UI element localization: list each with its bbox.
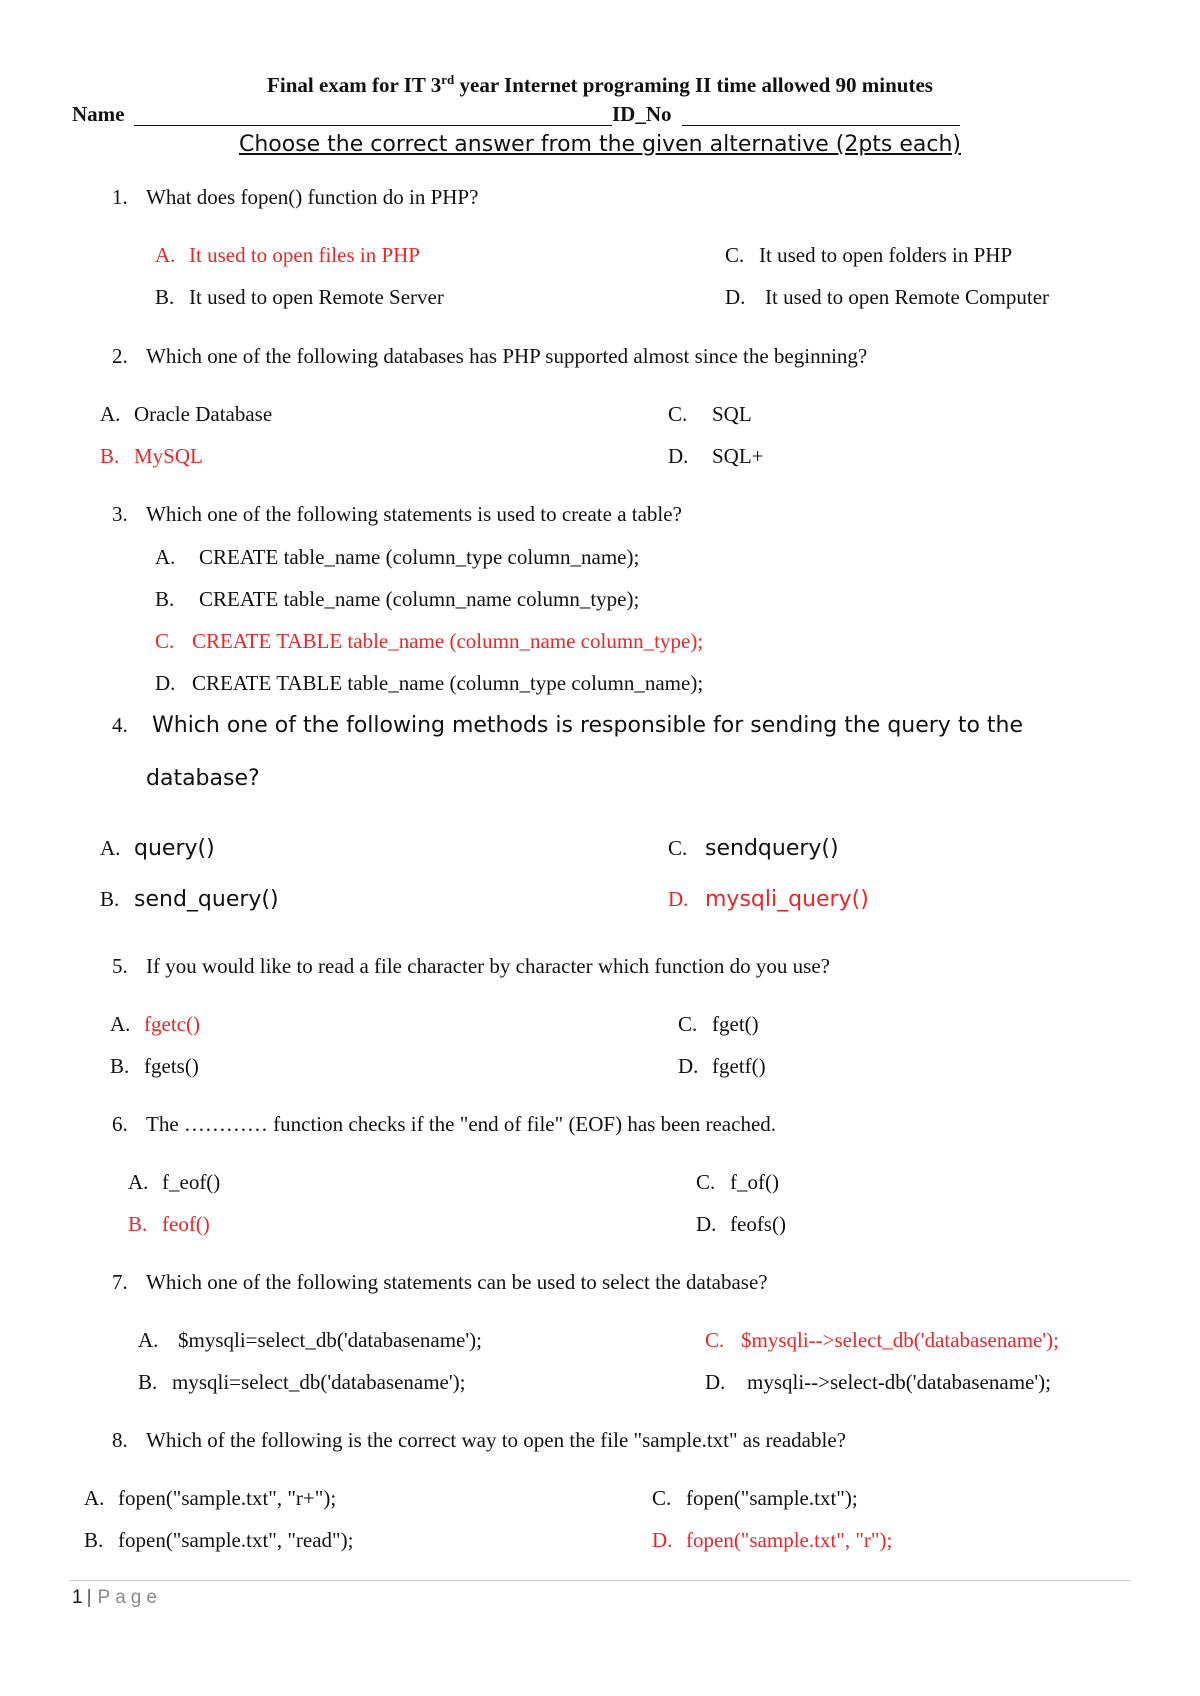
question-number: 8. — [112, 1428, 128, 1452]
option-letter: A. — [100, 836, 121, 860]
option-letter: C. — [705, 1328, 725, 1352]
option-letter: B. — [155, 587, 175, 611]
question-number: 4. — [112, 713, 128, 737]
option-7b[interactable] — [138, 1370, 465, 1395]
option-text: feofs() — [730, 1212, 786, 1236]
option-letter: C. — [668, 836, 688, 860]
option-text: It used to open folders in PHP — [759, 243, 1013, 267]
option-text: fopen("sample.txt", "read"); — [118, 1528, 354, 1552]
option-1d[interactable] — [725, 285, 1049, 310]
option-8a[interactable] — [84, 1486, 336, 1511]
option-letter: C. — [696, 1170, 716, 1194]
question-3 — [112, 502, 682, 527]
option-text: fgetf() — [712, 1054, 766, 1078]
option-text: It used to open Remote Computer — [765, 285, 1050, 309]
question-number: 1. — [112, 185, 128, 209]
option-2b[interactable] — [100, 444, 203, 469]
option-5c[interactable] — [678, 1012, 759, 1037]
option-2d[interactable] — [668, 444, 764, 469]
option-letter: D. — [652, 1528, 673, 1552]
option-4d[interactable] — [668, 887, 869, 912]
option-letter: A. — [138, 1328, 159, 1352]
question-text: Which one of the following statements is used to create a table? — [146, 502, 682, 526]
option-7d[interactable] — [705, 1370, 1051, 1395]
option-letter: B. — [100, 887, 120, 911]
option-text: Oracle Database — [134, 402, 273, 426]
option-6b[interactable] — [128, 1212, 210, 1237]
option-text: CREATE table_name (column_name column_type); — [199, 587, 640, 611]
option-text: SQL+ — [712, 444, 764, 468]
question-number: 6. — [112, 1112, 128, 1136]
question-text: Which one of the following databases has PHP supported almost since the beginning? — [146, 344, 868, 368]
option-text: MySQL — [134, 444, 203, 468]
option-text: fopen("sample.txt", "r+"); — [118, 1486, 337, 1510]
question-text: Which one of the following methods is responsible for sending the query to the — [152, 713, 1023, 738]
option-6d[interactable] — [696, 1212, 786, 1237]
option-3d[interactable] — [155, 671, 703, 696]
option-text: $mysqli=select_db('databasename'); — [178, 1328, 482, 1352]
option-letter: B. — [100, 444, 120, 468]
option-letter: D. — [678, 1054, 699, 1078]
option-8b[interactable] — [84, 1528, 353, 1553]
option-7c[interactable] — [705, 1328, 1059, 1353]
option-1a[interactable] — [155, 243, 420, 268]
option-letter: A. — [155, 545, 176, 569]
option-text: sendquery() — [705, 836, 839, 861]
option-letter: C. — [668, 402, 688, 426]
footer-divider — [70, 1580, 1130, 1581]
option-letter: C. — [652, 1486, 672, 1510]
option-3a[interactable] — [155, 545, 639, 570]
option-text: f_of() — [730, 1170, 779, 1194]
option-text: CREATE TABLE table_name (column_type column_name); — [192, 671, 704, 695]
exam-title — [0, 72, 1200, 98]
option-letter: D. — [668, 444, 689, 468]
page-label: Page — [97, 1587, 162, 1608]
option-text: CREATE table_name (column_type column_name); — [199, 545, 640, 569]
option-7a[interactable] — [138, 1328, 482, 1353]
option-3c[interactable] — [155, 629, 703, 654]
question-4 — [112, 713, 1023, 738]
title-text-rest: year Internet programing II time allowed 90 minutes — [454, 73, 933, 97]
option-text: It used to open files in PHP — [189, 243, 420, 267]
question-8 — [112, 1428, 846, 1453]
question-5 — [112, 954, 830, 979]
option-letter: C. — [155, 629, 175, 653]
option-text: fgetc() — [144, 1012, 200, 1036]
question-4-continued: database? — [146, 766, 260, 791]
option-letter: D. — [705, 1370, 726, 1394]
option-letter: B. — [155, 285, 175, 309]
option-6a[interactable] — [128, 1170, 220, 1195]
question-text: The ………… function checks if the "end of file" (EOF) has been reached. — [146, 1112, 777, 1136]
option-letter: A. — [110, 1012, 131, 1036]
option-text: $mysqli-->select_db('databasename'); — [741, 1328, 1059, 1352]
option-text: f_eof() — [162, 1170, 221, 1194]
question-number: 2. — [112, 344, 128, 368]
option-text: fget() — [712, 1012, 759, 1036]
option-text: query() — [134, 836, 215, 861]
option-letter: A. — [100, 402, 121, 426]
option-4a[interactable] — [100, 836, 215, 861]
option-text: fgets() — [144, 1054, 199, 1078]
option-letter: D. — [696, 1212, 717, 1236]
question-7 — [112, 1270, 768, 1295]
question-number: 5. — [112, 954, 128, 978]
option-2c[interactable] — [668, 402, 752, 427]
instructions: Choose the correct answer from the given alternative (2pts each) — [238, 132, 962, 157]
question-text: Which of the following is the correct way to open the file "sample.txt" as readable? — [146, 1428, 846, 1452]
option-4b[interactable] — [100, 887, 279, 912]
option-text: CREATE TABLE table_name (column_name column_type); — [192, 629, 704, 653]
option-6c[interactable] — [696, 1170, 779, 1195]
option-text: mysqli=select_db('databasename'); — [172, 1370, 466, 1394]
option-5a[interactable] — [110, 1012, 200, 1037]
footer-separator: | — [86, 1587, 92, 1608]
option-text: SQL — [712, 402, 752, 426]
question-1 — [112, 185, 478, 210]
option-2a[interactable] — [100, 402, 272, 427]
option-letter: B. — [138, 1370, 158, 1394]
option-5d[interactable] — [678, 1054, 766, 1079]
option-letter: B. — [128, 1212, 148, 1236]
option-3b[interactable] — [155, 587, 639, 612]
id-blank-line[interactable] — [682, 125, 960, 126]
question-text: If you would like to read a file character by character which function do you use? — [146, 954, 830, 978]
option-letter: C. — [678, 1012, 698, 1036]
question-2 — [112, 344, 867, 369]
option-4c[interactable] — [668, 836, 839, 861]
option-1b[interactable] — [155, 285, 444, 310]
name-blank-line[interactable] — [134, 125, 612, 126]
option-letter: C. — [725, 243, 745, 267]
option-1c[interactable] — [725, 243, 1012, 268]
option-text: fopen("sample.txt"); — [686, 1486, 858, 1510]
option-text: send_query() — [134, 887, 279, 912]
option-8d[interactable] — [652, 1528, 892, 1553]
title-superscript: rd — [441, 72, 455, 87]
option-5b[interactable] — [110, 1054, 199, 1079]
option-text: mysqli_query() — [705, 887, 869, 912]
page-number: 1 — [72, 1587, 83, 1608]
option-letter: A. — [128, 1170, 149, 1194]
option-letter: D. — [155, 671, 176, 695]
option-letter: D. — [668, 887, 689, 911]
question-text: What does fopen() function do in PHP? — [146, 185, 479, 209]
page-footer — [72, 1587, 162, 1609]
option-letter: A. — [155, 243, 176, 267]
question-number: 3. — [112, 502, 128, 526]
question-text: Which one of the following statements can be used to select the database? — [146, 1270, 768, 1294]
title-text: Final exam for IT 3 — [267, 73, 442, 97]
option-text: It used to open Remote Server — [189, 285, 444, 309]
option-text: mysqli-->select-db('databasename'); — [747, 1370, 1051, 1394]
option-8c[interactable] — [652, 1486, 858, 1511]
name-label: Name — [72, 102, 125, 126]
option-letter: D. — [725, 285, 746, 309]
id-label: ID_No — [612, 102, 672, 126]
option-letter: A. — [84, 1486, 105, 1510]
question-6 — [112, 1112, 776, 1137]
option-text: fopen("sample.txt", "r"); — [686, 1528, 893, 1552]
option-letter: B. — [84, 1528, 104, 1552]
option-letter: B. — [110, 1054, 130, 1078]
question-number: 7. — [112, 1270, 128, 1294]
option-text: feof() — [162, 1212, 210, 1236]
